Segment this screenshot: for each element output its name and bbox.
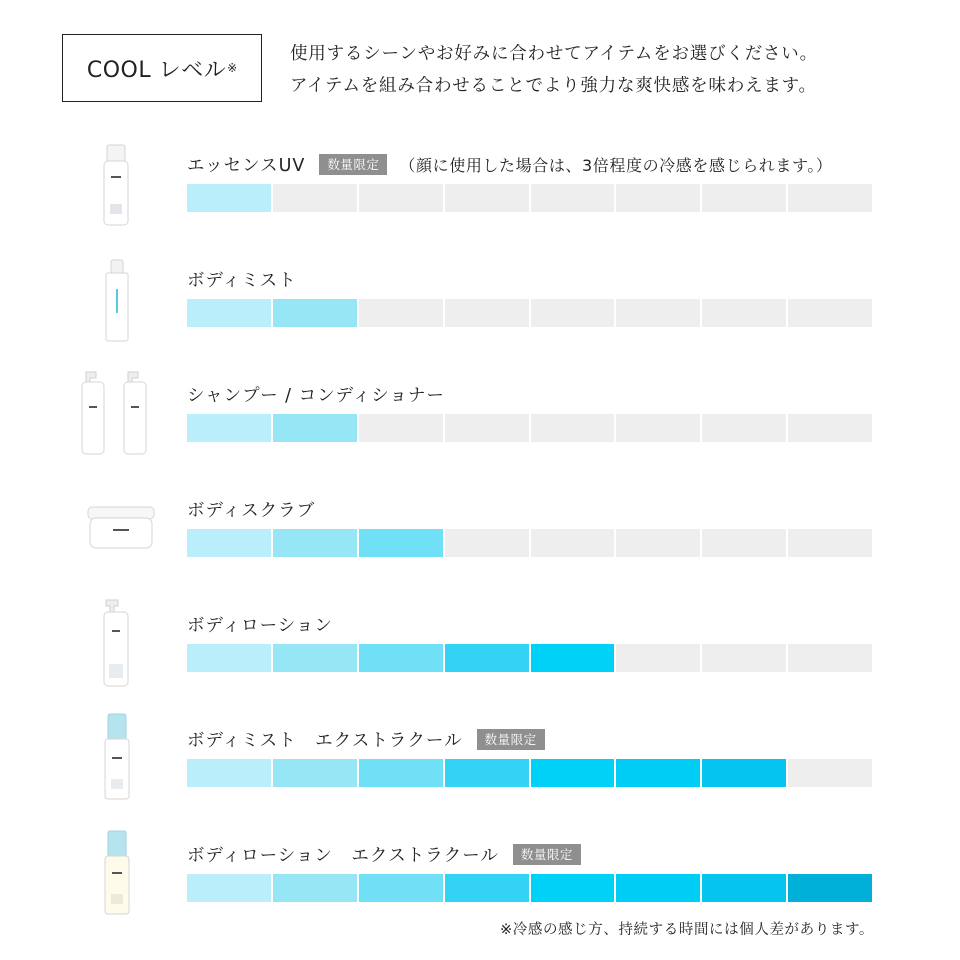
body-mist-extra-cool-bottle-icon (102, 713, 132, 801)
body-scrub-jar-icon (86, 505, 156, 551)
level-segment-filled (359, 759, 443, 787)
level-segment-empty (531, 299, 615, 327)
product-title (187, 497, 315, 521)
level-segment-empty (616, 644, 700, 672)
level-segment-empty (445, 529, 529, 557)
level-segment-filled (187, 644, 271, 672)
cool-level-bar (187, 874, 872, 902)
level-segment-empty (359, 184, 443, 212)
level-segment-filled (702, 759, 786, 787)
cool-level-bar (187, 414, 872, 442)
product-name: ボディスクラブ (187, 500, 316, 521)
product-title (187, 727, 545, 751)
level-segment-empty (445, 414, 529, 442)
level-segment-filled (273, 644, 357, 672)
level-segment-empty (359, 414, 443, 442)
level-segment-filled (187, 414, 271, 442)
level-segment-filled (273, 759, 357, 787)
intro-text (290, 38, 910, 102)
cool-level-bar (187, 759, 872, 787)
level-segment-filled (531, 874, 615, 902)
level-segment-filled (359, 644, 443, 672)
level-segment-filled (187, 299, 271, 327)
level-segment-empty (702, 529, 786, 557)
product-title (187, 842, 581, 866)
level-segment-filled (445, 759, 529, 787)
level-segment-filled (531, 644, 615, 672)
level-segment-empty (531, 184, 615, 212)
level-segment-empty (702, 414, 786, 442)
cool-level-bar (187, 299, 872, 327)
level-segment-filled (273, 529, 357, 557)
level-segment-empty (788, 299, 872, 327)
level-segment-empty (616, 529, 700, 557)
intro-line-1: 使用するシーンやお好みに合わせてアイテムをお選びください。 (290, 44, 818, 64)
product-row-body-scrub (0, 497, 960, 611)
level-segment-empty (788, 644, 872, 672)
cool-level-bar (187, 644, 872, 672)
level-segment-empty (702, 299, 786, 327)
level-segment-empty (445, 299, 529, 327)
level-segment-empty (445, 184, 529, 212)
level-segment-empty (702, 184, 786, 212)
intro-line-2: アイテムを組み合わせることでより強力な爽快感を味わえます。 (290, 76, 817, 96)
limited-badge: 数量限定 (319, 154, 387, 175)
product-name: ボディローション エクストラクール (187, 845, 499, 866)
level-segment-filled (187, 759, 271, 787)
product-name: シャンプー / コンディショナー (187, 385, 445, 406)
product-row-body-mist-extra-cool (0, 727, 960, 841)
level-segment-filled (531, 759, 615, 787)
product-name: ボディミスト (187, 270, 297, 291)
product-row-body-lotion (0, 612, 960, 726)
product-name: エッセンスUV (187, 155, 306, 176)
limited-badge: 数量限定 (513, 844, 581, 865)
level-segment-filled (273, 299, 357, 327)
level-segment-filled (702, 874, 786, 902)
cool-level-title-box (62, 34, 262, 102)
level-segment-filled (788, 874, 872, 902)
product-title (187, 612, 333, 636)
level-segment-empty (788, 184, 872, 212)
body-lotion-pump-icon (100, 598, 132, 688)
product-name: ボディミスト エクストラクール (187, 730, 463, 751)
limited-badge: 数量限定 (477, 729, 545, 750)
title-note-mark: ※ (227, 61, 238, 75)
cool-level-title: COOL レベル (86, 57, 227, 83)
level-segment-filled (445, 644, 529, 672)
level-segment-filled (445, 874, 529, 902)
product-note: （顔に使用した場合は、3倍程度の冷感を感じられます。） (399, 155, 833, 175)
level-segment-filled (273, 874, 357, 902)
level-segment-empty (616, 414, 700, 442)
essence-uv-bottle-icon (98, 144, 134, 228)
level-segment-empty (702, 644, 786, 672)
level-segment-empty (273, 184, 357, 212)
product-title (187, 152, 833, 176)
product-title (187, 382, 445, 406)
level-segment-empty (616, 299, 700, 327)
shampoo-conditioner-bottles-icon (76, 370, 156, 456)
level-segment-filled (273, 414, 357, 442)
footnote: ※冷感の感じ方、持続する時間には個人差があります。 (500, 922, 874, 938)
product-row-essence-uv (0, 152, 960, 266)
level-segment-empty (788, 414, 872, 442)
cool-level-bar (187, 529, 872, 557)
level-segment-filled (359, 874, 443, 902)
level-segment-empty (359, 299, 443, 327)
level-segment-empty (531, 414, 615, 442)
product-name: ボディローション (187, 615, 333, 636)
product-row-shampoo-conditioner (0, 382, 960, 496)
body-mist-bottle-icon (102, 259, 132, 343)
level-segment-empty (531, 529, 615, 557)
level-segment-filled (616, 874, 700, 902)
level-segment-filled (187, 529, 271, 557)
level-segment-filled (187, 184, 271, 212)
product-title (187, 267, 297, 291)
level-segment-filled (359, 529, 443, 557)
level-segment-empty (788, 529, 872, 557)
product-row-body-mist (0, 267, 960, 381)
level-segment-empty (788, 759, 872, 787)
level-segment-empty (616, 184, 700, 212)
cool-level-bar (187, 184, 872, 212)
level-segment-filled (187, 874, 271, 902)
level-segment-filled (616, 759, 700, 787)
body-lotion-extra-cool-bottle-icon (102, 830, 132, 916)
